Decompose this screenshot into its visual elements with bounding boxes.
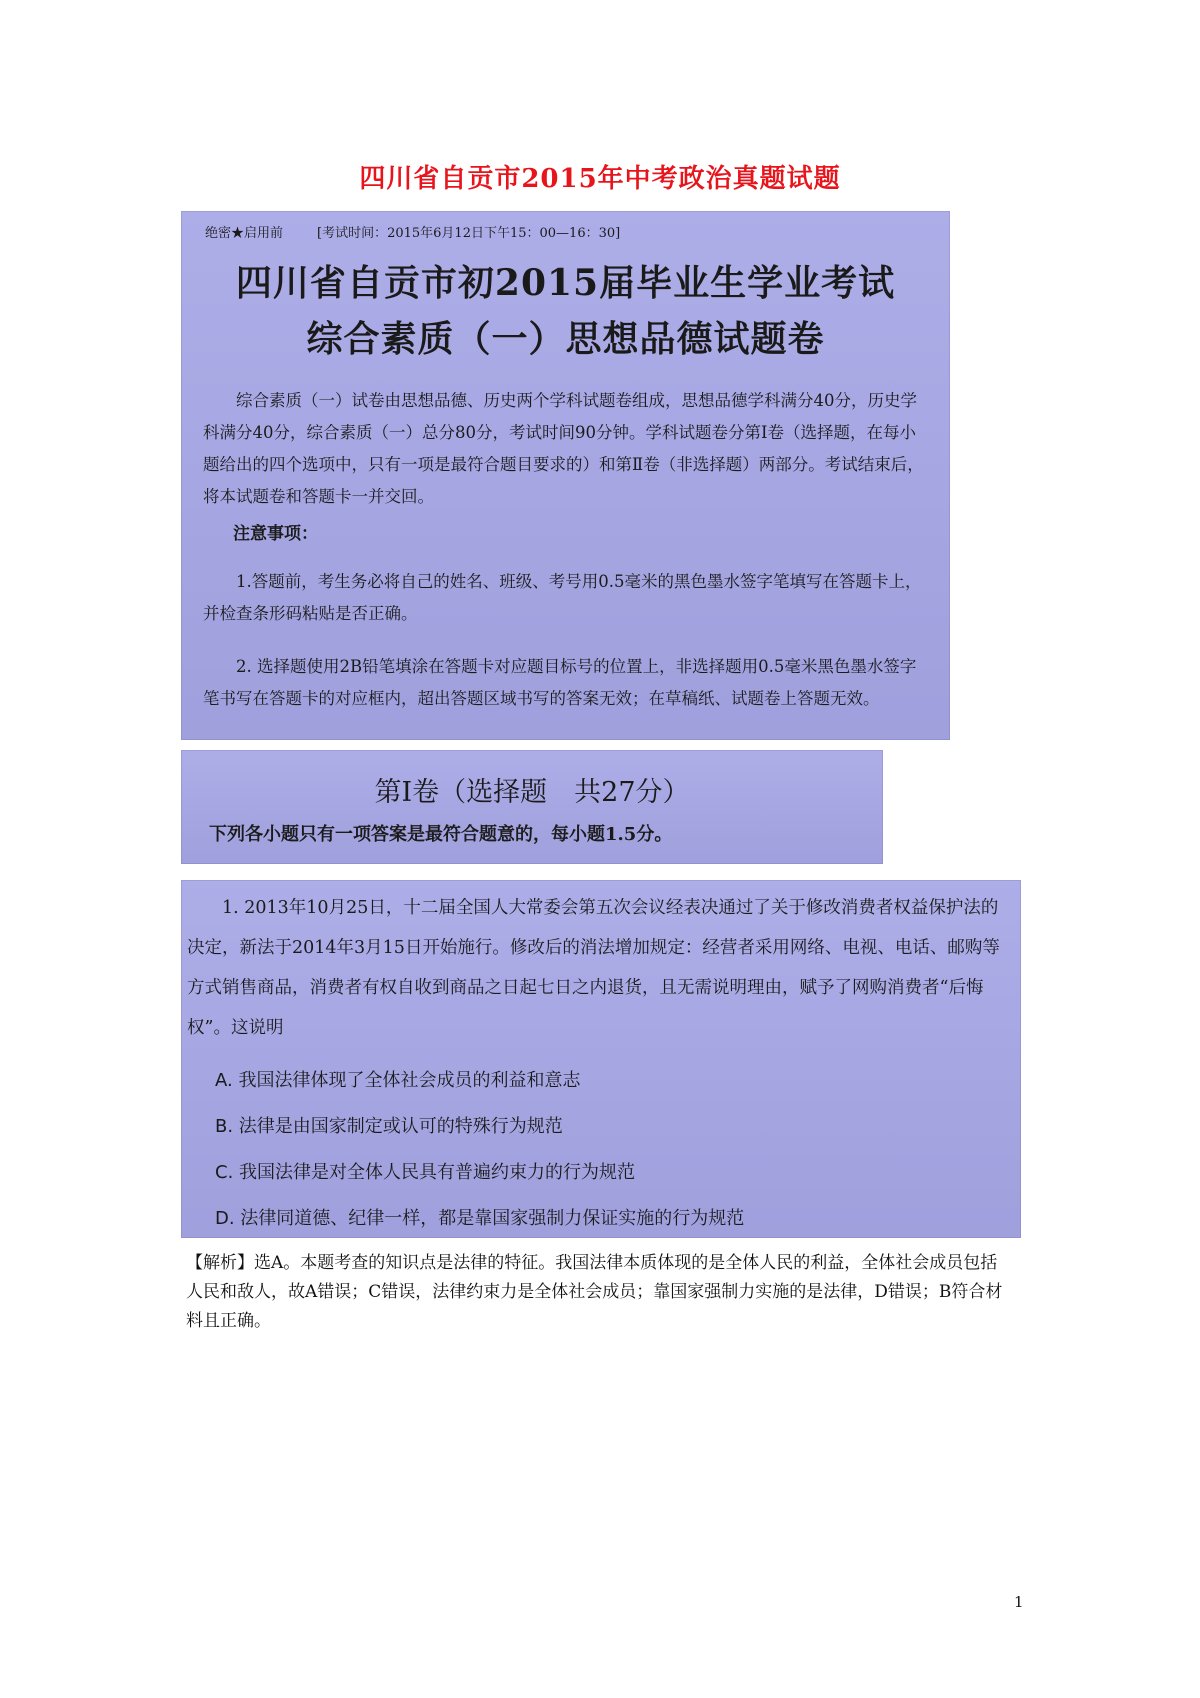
exam-header-scan <box>181 211 950 740</box>
notice-heading: 注意事项： <box>233 524 318 544</box>
exam-intro: 综合素质（一）试卷由思想品德、历史两个学科试题卷组成，思想品德学科满分40分，历史学科满分40分，综合素质（一）总分80分，考试时间90分钟。学科试题卷分第Ⅰ卷（选择题，在每小题给出的四个选项中，只有一项是最符合题目要求的）和第Ⅱ卷（非选择题）两部分。考试结束后，将本试题卷和答题卡一并交回。 <box>203 391 924 506</box>
question-scan <box>181 880 1021 1238</box>
answer-analysis: 【解析】选A。本题考查的知识点是法律的特征。我国法律本质体现的是全体人民的利益，全体社会成员包括人民和敌人，故A错误；C错误，法律约束力是全体社会成员；靠国家强制力实施的是法律，D错误；B符合材料且正确。 <box>186 1253 1003 1331</box>
document-title: 四川省自贡市2015年中考政治真题试题 <box>359 164 841 194</box>
notice-item-1: 1.答题前，考生务必将自己的姓名、班级、考号用0.5毫米的黑色墨水签字笔填写在答题卡上，并检查条形码粘贴是否正确。 <box>203 572 922 623</box>
option-b: B. 法律是由国家制定或认可的特殊行为规范 <box>215 1116 563 1137</box>
section-header-scan <box>181 750 883 864</box>
option-a: A. 我国法律体现了全体社会成员的利益和意志 <box>215 1070 581 1091</box>
notice-item-2: 2. 选择题使用2B铅笔填涂在答题卡对应题目标号的位置上，非选择题用0.5毫米黑色墨水签字笔书写在答题卡的对应框内，超出答题区域书写的答案无效；在草稿纸、试题卷上答题无效。 <box>203 657 917 708</box>
question-stem: 1. 2013年10月25日，十二届全国人大常委会第五次会议经表决通过了关于修改消费者权益保护法的决定，新法于2014年3月15日开始施行。修改后的消法增加规定：经营者采用网络、电视、电话、邮购等方式销售商品，消费者有权自收到商品之日起七日之内退货，且无需说明理由，赋予了网购消费者“后悔权”。这说明 <box>187 898 1000 1038</box>
confidential-mark: 绝密★启用前 <box>205 226 284 241</box>
page-number: 1 <box>1014 1593 1024 1611</box>
exam-title-line1: 四川省自贡市初2015届毕业生学业考试 <box>235 262 896 304</box>
option-d: D. 法律同道德、纪律一样，都是靠国家强制力保证实施的行为规范 <box>215 1208 745 1229</box>
exam-time: [考试时间：2015年6月12日下午15：00—16：30] <box>317 226 621 241</box>
section-title: 第Ⅰ卷（选择题 共27分） <box>374 777 690 808</box>
section-subtitle: 下列各小题只有一项答案是最符合题意的，每小题1.5分。 <box>209 824 673 845</box>
option-c: C. 我国法律是对全体人民具有普遍约束力的行为规范 <box>215 1162 636 1183</box>
exam-title-line2: 综合素质（一）思想品德试题卷 <box>306 318 825 360</box>
